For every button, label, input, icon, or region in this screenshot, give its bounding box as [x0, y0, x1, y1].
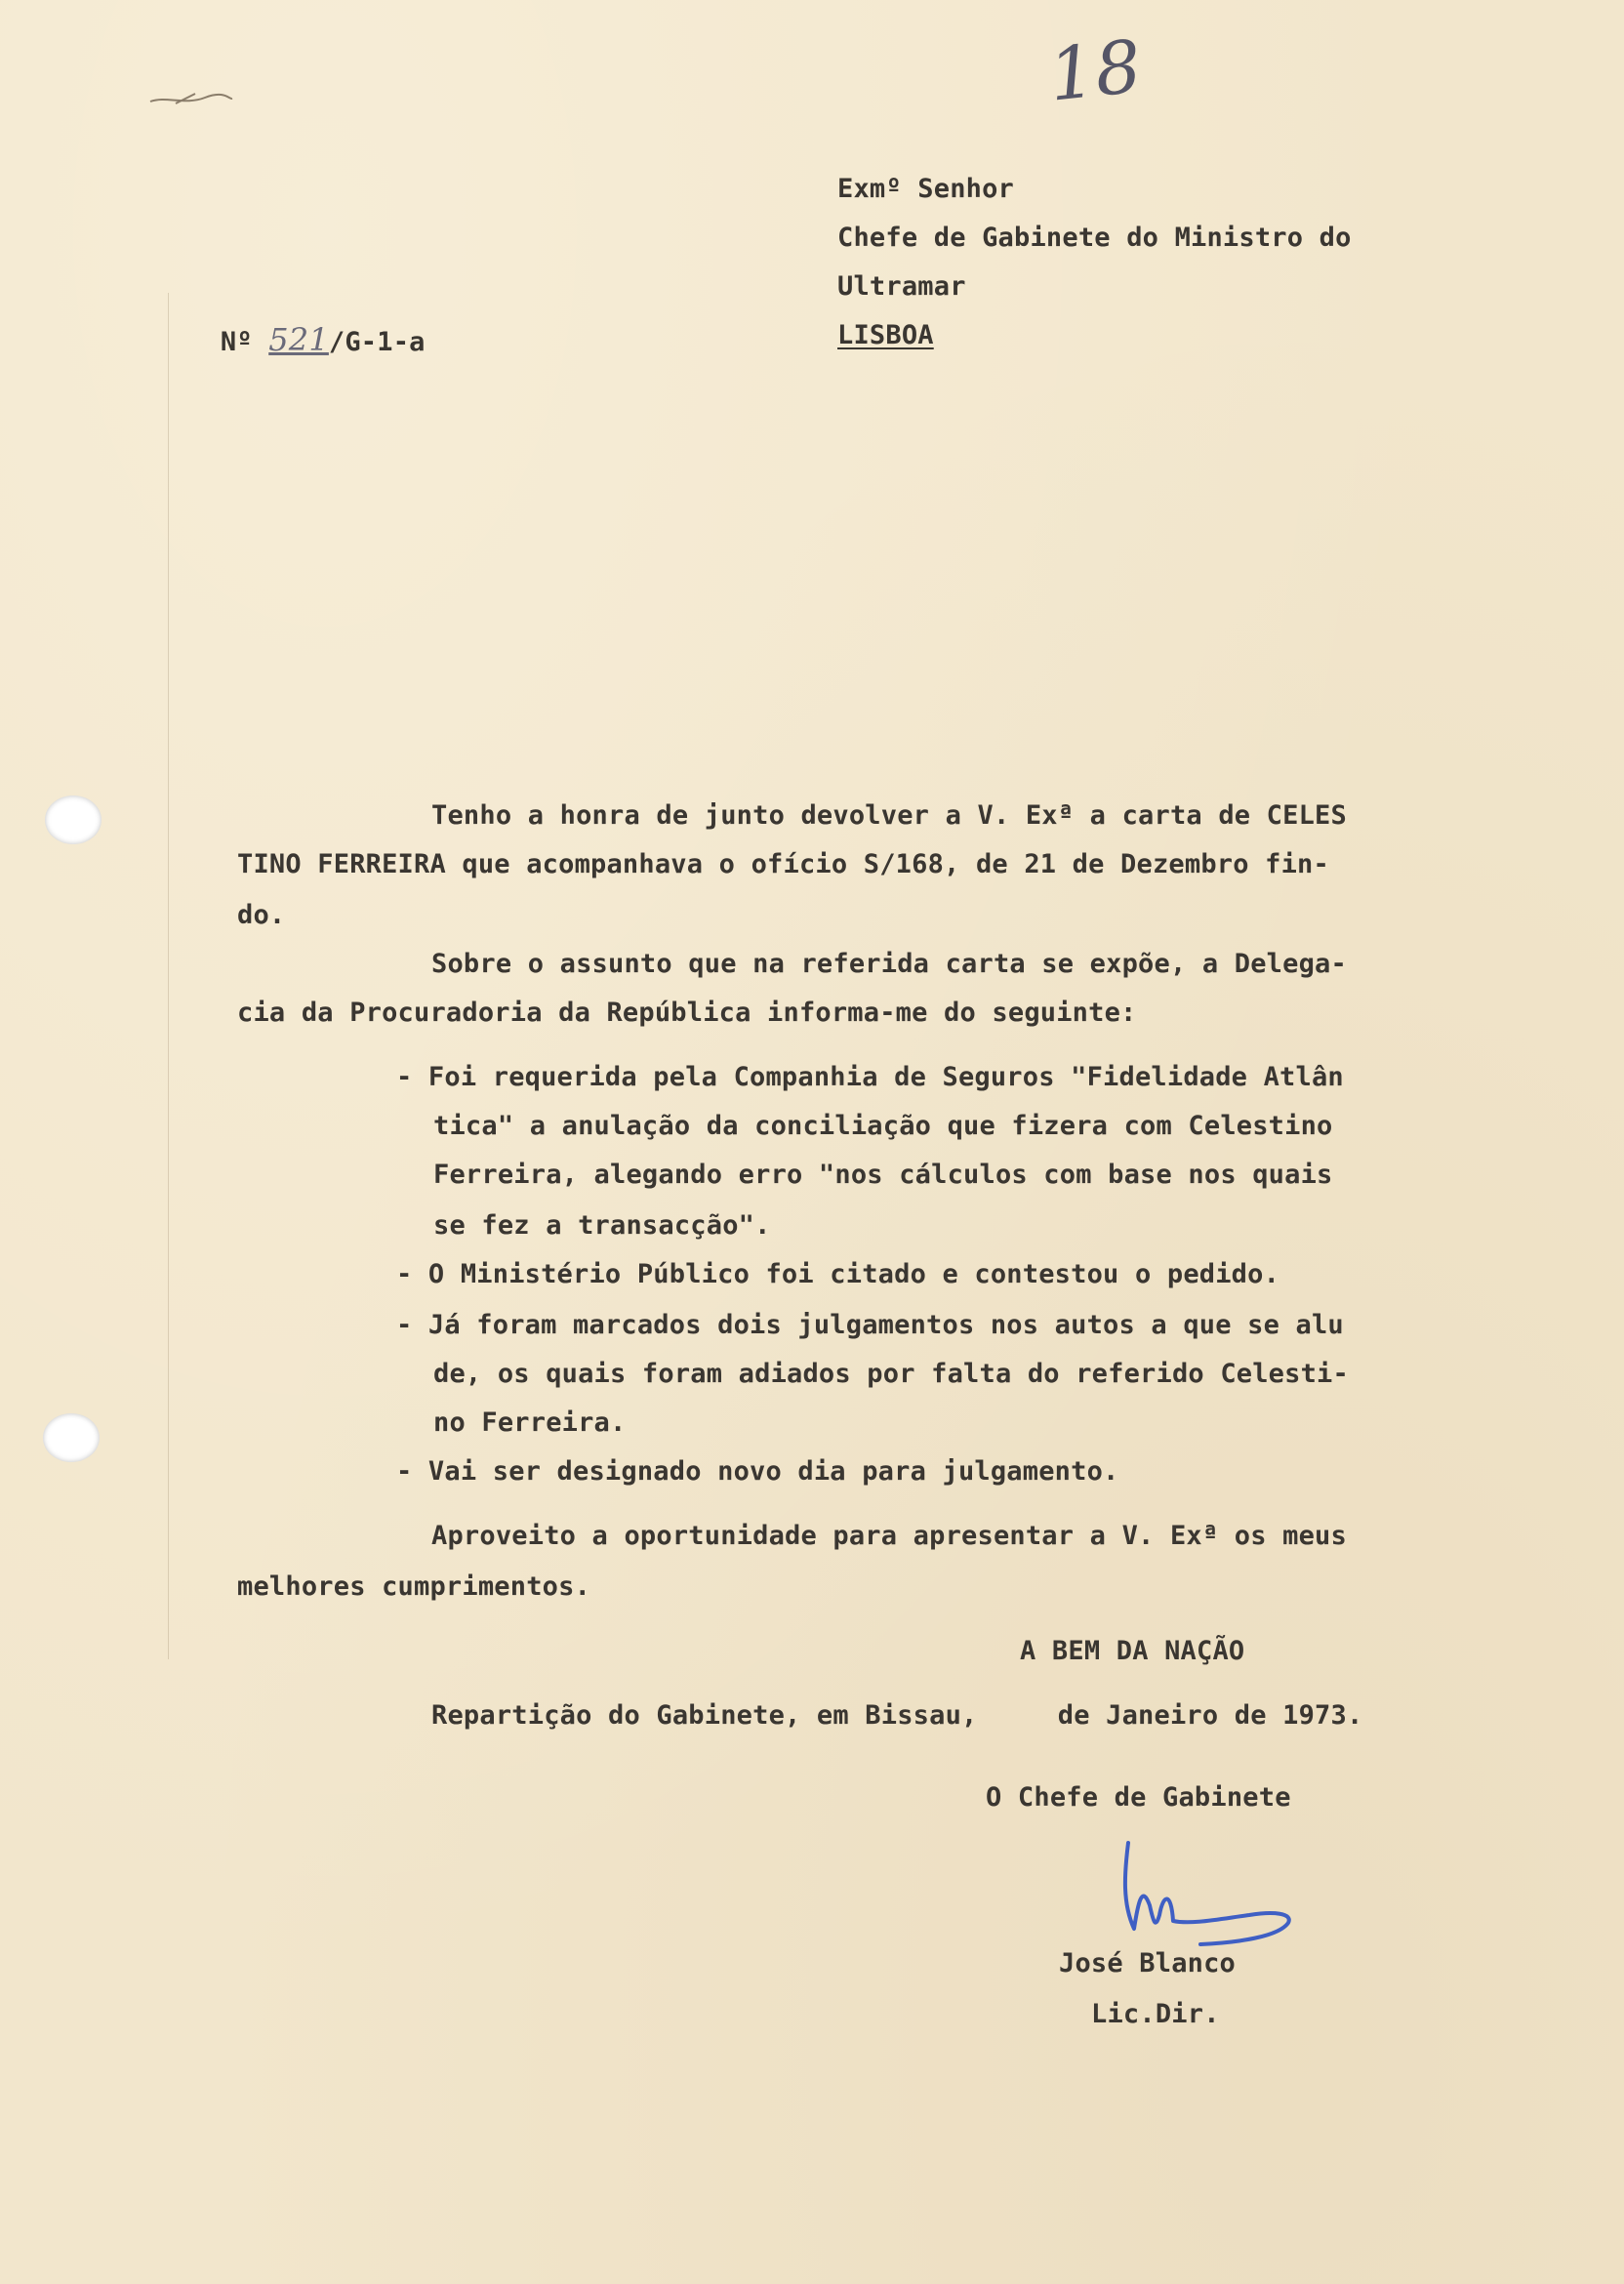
addressee-line-4: LISBOA	[837, 320, 934, 350]
bullet1-line3: Ferreira, alegando erro "nos cálculos com base nos quais	[433, 1160, 1333, 1190]
addressee-line-3: Ultramar	[837, 271, 966, 302]
punch-hole-bottom	[43, 1413, 100, 1462]
addressee-line-2: Chefe de Gabinete do Ministro do	[837, 223, 1352, 253]
body-p1-line1: Tenho a honra de junto devolver a V. Exª a carta de CELES	[431, 800, 1347, 831]
bullet1-line4: se fez a transacção".	[433, 1210, 771, 1241]
reference-number	[156, 269, 426, 413]
body-p1-line3: do.	[237, 900, 286, 930]
body-p2-line1: Sobre o assunto que na referida carta se expõe, a Delega-	[431, 949, 1347, 979]
reference-handwritten-number: 521	[268, 321, 329, 358]
bullet1-line1: - Foi requerida pela Companhia de Seguros "Fidelidade Atlân	[396, 1062, 1344, 1092]
bullet4-line1: - Vai ser designado novo dia para julgamento.	[396, 1456, 1119, 1487]
body-p3-line1: Aproveito a oportunidade para apresentar a V. Exª os meus	[431, 1521, 1347, 1551]
bullet3-line3: no Ferreira.	[433, 1407, 627, 1438]
margin-fold	[168, 293, 169, 1659]
signatory-degree: Lic.Dir.	[1091, 1999, 1220, 2029]
body-p1-line2: TINO FERREIRA que acompanhava o ofício S/168, de 21 de Dezembro fin-	[237, 849, 1329, 879]
addressee-line-1: Exmº Senhor	[837, 174, 1015, 204]
bullet1-line2: tica" a anulação da conciliação que fizera com Celestino	[433, 1111, 1333, 1141]
body-p2-line2: cia da Procuradoria da República informa-me do seguinte:	[237, 998, 1137, 1028]
bullet3-line1: - Já foram marcados dois julgamentos nos autos a que se alu	[396, 1310, 1344, 1340]
signatory-title: O Chefe de Gabinete	[986, 1782, 1291, 1813]
place-date: Repartição do Gabinete, em Bissau, de Janeiro de 1973.	[431, 1700, 1363, 1731]
punch-hole-top	[45, 795, 102, 844]
closing-motto: A BEM DA NAÇÃO	[1020, 1636, 1245, 1666]
reference-prefix: Nº	[220, 327, 269, 357]
staple-mark	[146, 84, 234, 113]
bullet3-line2: de, os quais foram adiados por falta do referido Celesti-	[433, 1359, 1349, 1389]
bullet2-line1: - O Ministério Público foi citado e contestou o pedido.	[396, 1259, 1280, 1289]
body-p3-line2: melhores cumprimentos.	[237, 1571, 591, 1602]
signatory-name: José Blanco	[1059, 1948, 1237, 1978]
page-number: 18	[1044, 24, 1146, 118]
reference-suffix: /G-1-a	[328, 327, 426, 357]
